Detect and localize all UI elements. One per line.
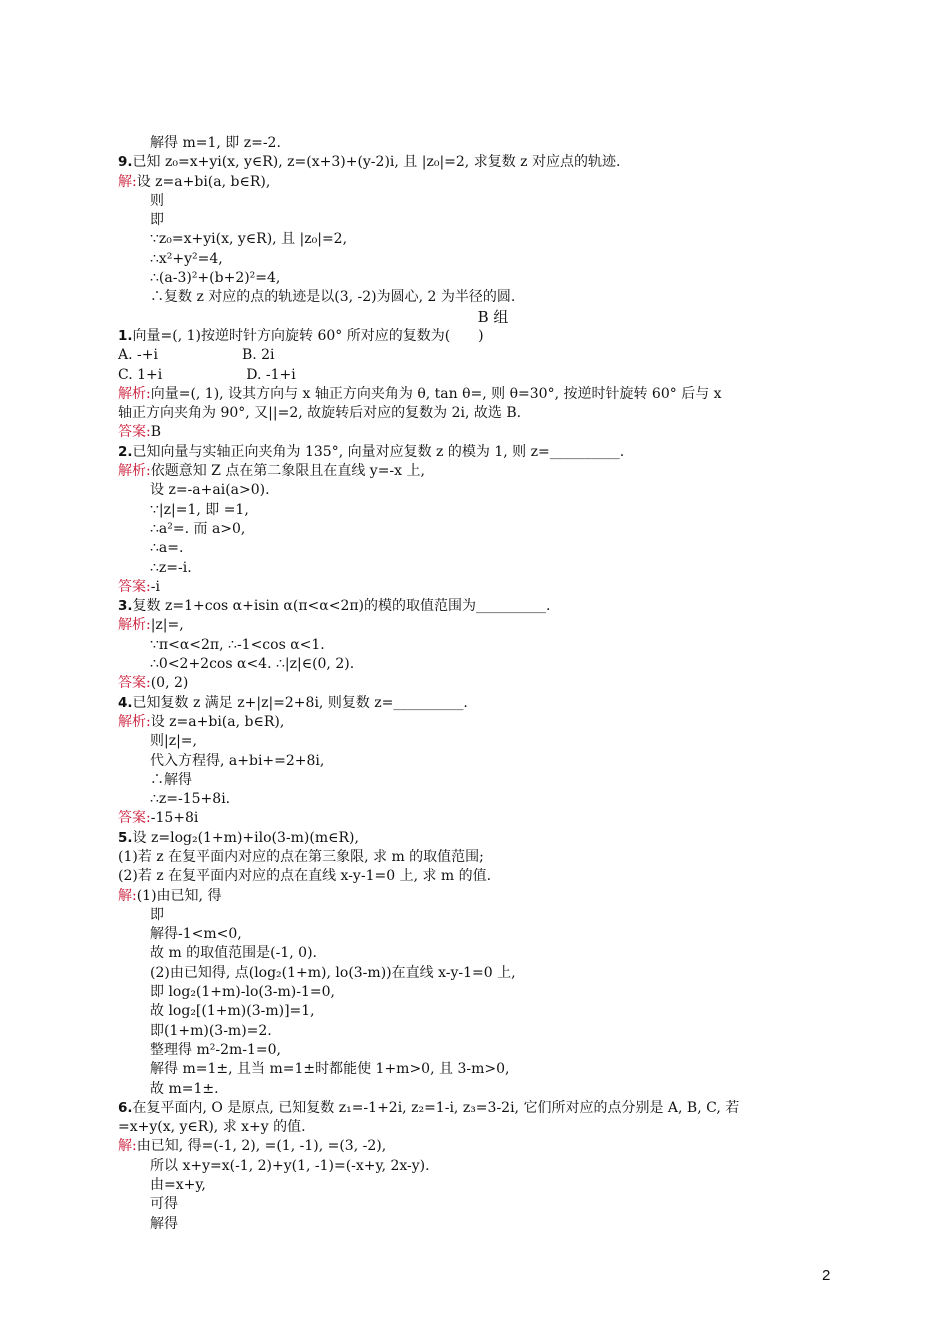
- page-number: 2: [822, 1267, 831, 1284]
- text-line: [118, 404, 838, 423]
- line-text: 已知向量与实轴正向夹角为 135°, 向量对应复数 z 的模为 1, 则 z=__________.: [132, 443, 625, 460]
- text-line: [118, 134, 838, 153]
- line-text: (0, 2): [150, 675, 189, 692]
- line-text: C. 1+i D. -1+i: [118, 366, 296, 383]
- text-line: [118, 481, 838, 500]
- answer-label: 解析:: [118, 617, 151, 634]
- line-text: ∴解得: [150, 771, 192, 788]
- line-text: 即 log₂(1+m)-lo(3-m)-1=0,: [150, 984, 335, 1001]
- question-number: 3.: [118, 598, 133, 615]
- line-text: ∵π<α<2π, ∴-1<cos α<1.: [150, 636, 325, 653]
- text-line: [118, 1099, 838, 1118]
- line-text: 设 z=a+bi(a, b∈R),: [150, 713, 285, 730]
- line-text: 可得: [150, 1196, 178, 1213]
- text-line: [118, 346, 838, 365]
- line-text: 则|z|=,: [150, 733, 197, 750]
- line-text: 即(1+m)(3-m)=2.: [150, 1022, 272, 1039]
- line-text: ∴z=-15+8i.: [150, 791, 231, 808]
- line-text: 轴正方向夹角为 90°, 又||=2, 故旋转后对应的复数为 2i, 故选 B.: [118, 405, 522, 422]
- line-text: 由=x+y,: [150, 1177, 206, 1194]
- text-line: [118, 732, 838, 751]
- text-line: [118, 848, 838, 867]
- text-line: [118, 616, 838, 635]
- line-text: -i: [150, 578, 160, 595]
- line-text: 解得 m=1±, 且当 m=1±时都能使 1+m>0, 且 3-m>0,: [150, 1061, 510, 1078]
- text-line: [118, 790, 838, 809]
- line-text: ∴a²=. 而 a>0,: [150, 520, 246, 537]
- answer-label: 解析:: [118, 713, 151, 730]
- line-text: 在复平面内, O 是原点, 已知复数 z₁=-1+2i, z₂=1-i, z₃=3-2i, 它们所对应的点分别是 A, B, C, 若: [132, 1099, 740, 1116]
- line-text: ∴x²+y²=4,: [150, 250, 223, 267]
- line-text: 向量=(, 1)按逆时针方向旋转 60° 所对应的复数为( ): [132, 327, 484, 344]
- line-text: 依题意知 Z 点在第二象限且在直线 y=-x 上,: [150, 463, 425, 480]
- question-number: 1.: [118, 327, 133, 344]
- text-line: [118, 327, 838, 346]
- answer-label: 解:: [118, 173, 137, 190]
- section-heading: [118, 308, 838, 327]
- text-line: [118, 423, 838, 442]
- text-line: [118, 1137, 838, 1156]
- question-number: 4.: [118, 694, 133, 711]
- text-line: [118, 443, 838, 462]
- answer-label: 答案:: [118, 810, 151, 827]
- line-text: 向量=(, 1), 设其方向与 x 轴正方向夹角为 θ, tan θ=, 则 θ=30°, 按逆时针旋转 60° 后与 x: [150, 385, 722, 402]
- text-line: [118, 674, 838, 693]
- line-text: 解得-1<m<0,: [150, 926, 242, 943]
- line-text: 则: [150, 192, 164, 209]
- text-line: [118, 944, 838, 963]
- answer-label: 解:: [118, 887, 137, 904]
- line-text: 故 m 的取值范围是(-1, 0).: [150, 945, 317, 962]
- line-text: B 组: [477, 307, 509, 326]
- text-line: [118, 385, 838, 404]
- text-line: [118, 173, 838, 192]
- answer-label: 答案:: [118, 578, 151, 595]
- line-text: 设 z=-a+ai(a>0).: [150, 482, 270, 499]
- text-line: [118, 1022, 838, 1041]
- text-line: [118, 520, 838, 539]
- text-line: [118, 1060, 838, 1079]
- text-line: [118, 694, 838, 713]
- text-line: [118, 501, 838, 520]
- text-line: [118, 230, 838, 249]
- text-line: [118, 462, 838, 481]
- text-line: [118, 211, 838, 230]
- line-text: (1)若 z 在复平面内对应的点在第三象限, 求 m 的取值范围;: [118, 848, 484, 865]
- line-text: ∴a=.: [150, 540, 184, 557]
- text-line: [118, 713, 838, 732]
- question-number: 9.: [118, 154, 133, 171]
- line-text: (2)若 z 在复平面内对应的点在直线 x-y-1=0 上, 求 m 的值.: [118, 868, 492, 885]
- text-line: [118, 867, 838, 886]
- line-text: ∵|z|=1, 即 =1,: [150, 501, 249, 518]
- text-line: [118, 597, 838, 616]
- line-text: 设 z=a+bi(a, b∈R),: [136, 173, 271, 190]
- text-line: [118, 1080, 838, 1099]
- text-line: [118, 1118, 838, 1137]
- line-text: 所以 x+y=x(-1, 2)+y(1, -1)=(-x+y, 2x-y).: [150, 1157, 430, 1174]
- answer-label: 解析:: [118, 463, 151, 480]
- line-text: 已知复数 z 满足 z+|z|=2+8i, 则复数 z=__________.: [132, 694, 468, 711]
- line-text: 即: [150, 212, 164, 229]
- line-text: 设 z=log₂(1+m)+ilo(3-m)(m∈R),: [132, 829, 359, 846]
- answer-label: 答案:: [118, 424, 151, 441]
- line-text: (2)由已知得, 点(log₂(1+m), lo(3-m))在直线 x-y-1=0 上,: [150, 964, 516, 981]
- line-text: 解得: [150, 1215, 178, 1232]
- line-text: 解得 m=1, 即 z=-2.: [150, 135, 281, 151]
- text-line: [118, 1215, 838, 1234]
- line-text: =x+y(x, y∈R), 求 x+y 的值.: [118, 1119, 306, 1136]
- text-line: [118, 1041, 838, 1060]
- text-line: [118, 983, 838, 1002]
- line-text: ∴复数 z 对应的点的轨迹是以(3, -2)为圆心, 2 为半径的圆.: [150, 289, 516, 306]
- line-text: 代入方程得, a+bi+=2+8i,: [150, 752, 325, 769]
- text-line: [118, 192, 838, 211]
- text-line: [118, 829, 838, 848]
- line-text: ∵z₀=x+yi(x, y∈R), 且 |z₀|=2,: [150, 231, 348, 248]
- question-number: 5.: [118, 829, 133, 846]
- answer-label: 答案:: [118, 675, 151, 692]
- text-line: [118, 1002, 838, 1021]
- line-text: ∴z=-i.: [150, 559, 192, 576]
- line-text: 已知 z₀=x+yi(x, y∈R), z=(x+3)+(y-2)i, 且 |z₀|=2, 求复数 z 对应点的轨迹.: [132, 154, 621, 171]
- line-text: 故 m=1±.: [150, 1080, 219, 1097]
- question-number: 6.: [118, 1099, 133, 1116]
- text-line: [118, 1176, 838, 1195]
- text-line: [118, 1195, 838, 1214]
- line-text: -15+8i: [150, 810, 199, 827]
- text-line: [118, 559, 838, 578]
- text-line: [118, 655, 838, 674]
- text-line: [118, 887, 838, 906]
- line-text: 即: [150, 906, 164, 923]
- line-text: (1)由已知, 得: [136, 887, 222, 904]
- line-text: |z|=,: [150, 617, 184, 634]
- answer-label: 解析:: [118, 385, 151, 402]
- text-line: [118, 809, 838, 828]
- text-line: [118, 288, 838, 307]
- line-text: 故 log₂[(1+m)(3-m)]=1,: [150, 1003, 315, 1020]
- line-text: 由已知, 得=(-1, 2), =(1, -1), =(3, -2),: [136, 1138, 387, 1155]
- line-text: ∴(a-3)²+(b+2)²=4,: [150, 270, 281, 287]
- line-text: 整理得 m²-2m-1=0,: [150, 1041, 281, 1058]
- text-line: [118, 964, 838, 983]
- line-text: 复数 z=1+cos α+isin α(π<α<2π)的模的取值范围为__________.: [132, 598, 551, 615]
- text-line: [118, 250, 838, 269]
- text-line: [118, 906, 838, 925]
- text-line: [118, 269, 838, 288]
- text-line: [118, 925, 838, 944]
- line-text: B: [150, 424, 162, 441]
- line-text: ∴0<2+2cos α<4. ∴|z|∈(0, 2).: [150, 656, 355, 673]
- text-line: [118, 366, 838, 385]
- question-number: 2.: [118, 443, 133, 460]
- text-line: [118, 1157, 838, 1176]
- document-body: [118, 134, 838, 1234]
- text-line: [118, 771, 838, 790]
- text-line: [118, 752, 838, 771]
- text-line: [118, 539, 838, 558]
- answer-label: 解:: [118, 1138, 137, 1155]
- text-line: [118, 153, 838, 172]
- text-line: [118, 578, 838, 597]
- line-text: A. -+i B. 2i: [118, 347, 275, 364]
- text-line: [118, 636, 838, 655]
